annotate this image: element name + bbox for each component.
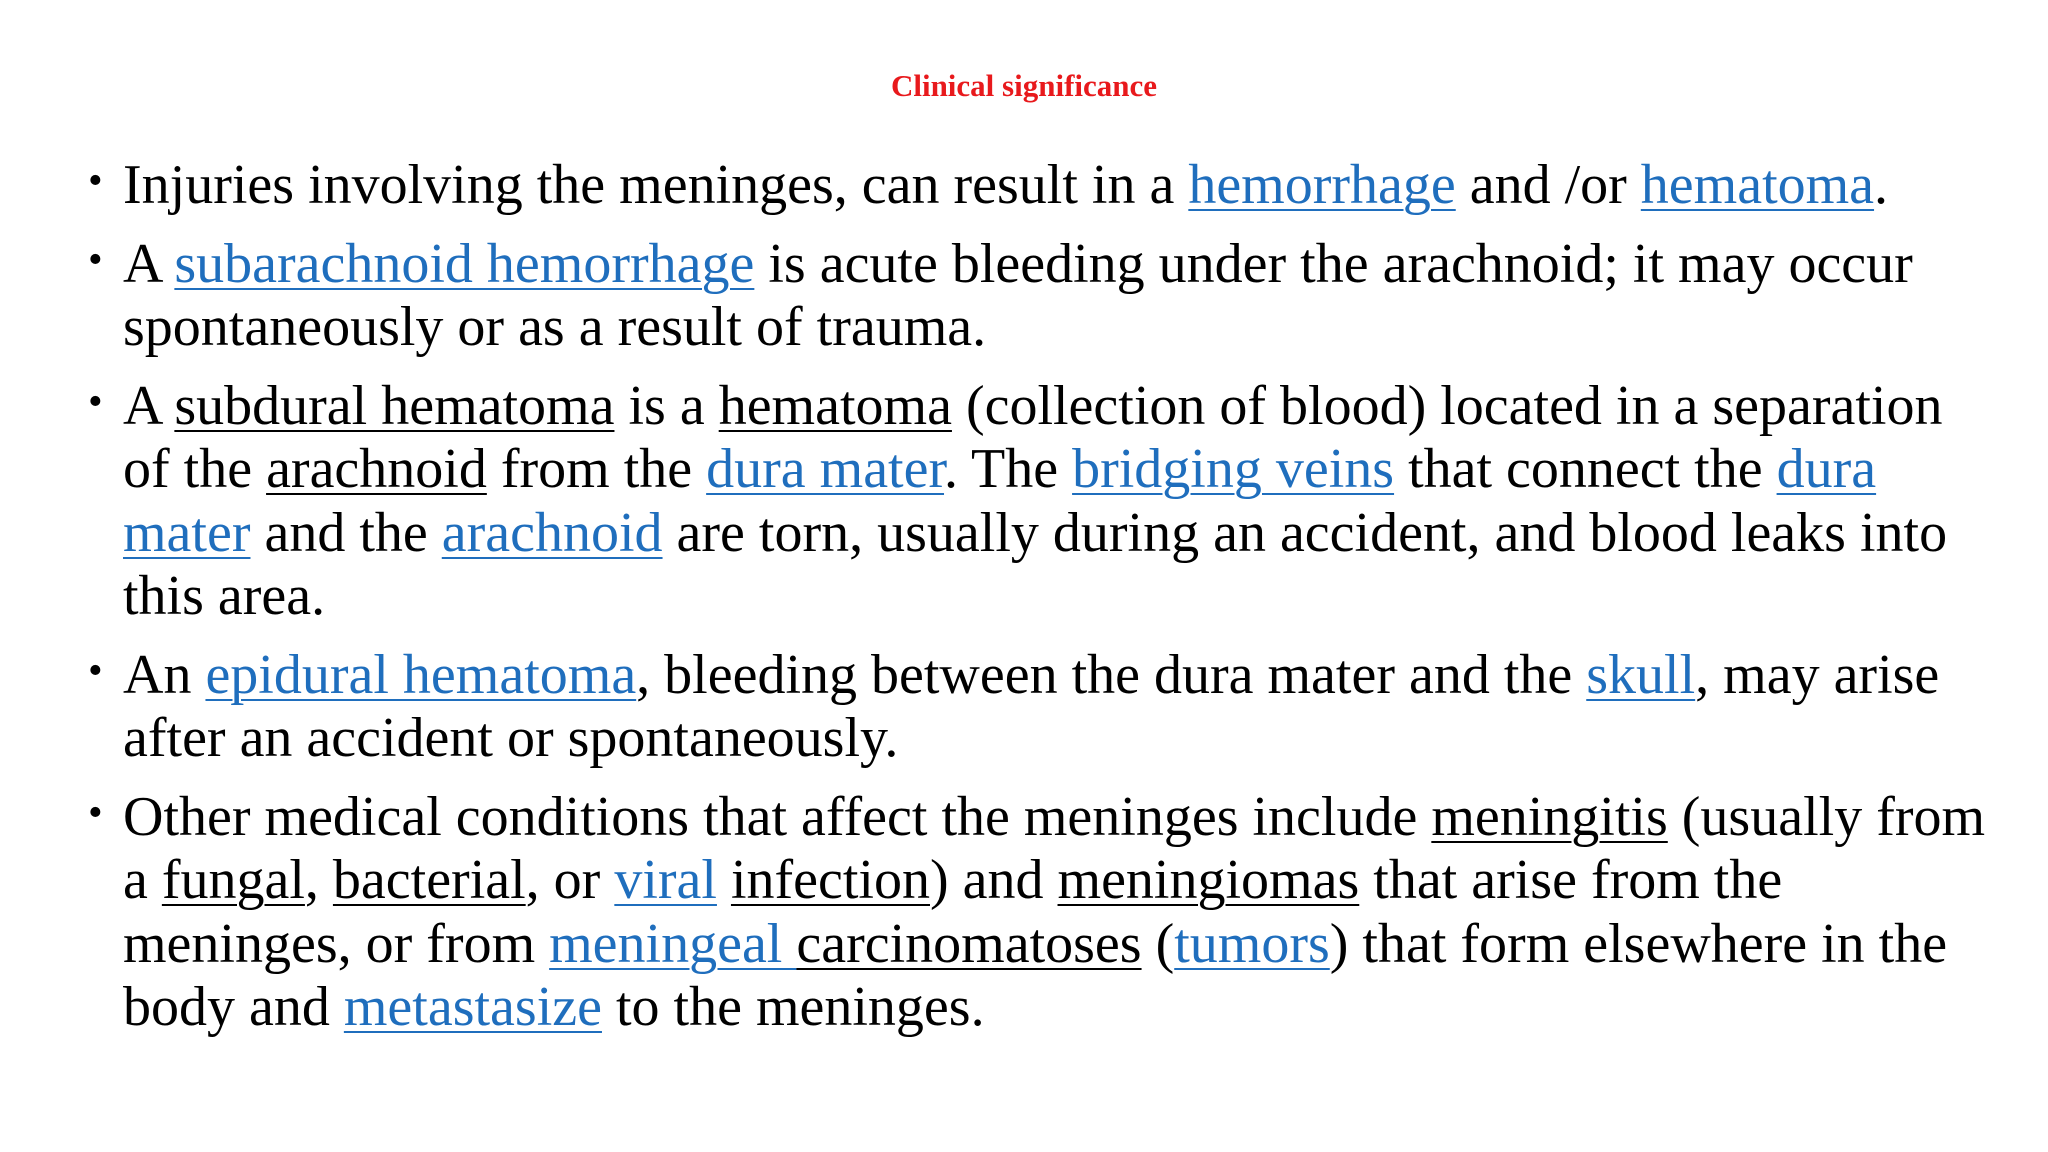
underlined-term: carcinomatoses	[796, 912, 1142, 975]
bullet-icon: •	[88, 378, 103, 425]
text-run: (usually from a	[123, 785, 1986, 911]
hyperlink[interactable]: hematoma	[1640, 154, 1875, 216]
hyperlink[interactable]: tumors	[1174, 912, 1330, 975]
text-run: is acute bleeding under the arachnoid; it may occur spontaneously or as a result of trauma.	[123, 232, 1913, 358]
bullet-text	[123, 154, 1888, 216]
text-run: that connect the	[1394, 438, 1777, 500]
text-run: A	[123, 232, 175, 295]
bullet-list	[82, 154, 2002, 1055]
text-run: ) and	[930, 849, 1058, 911]
bullet-item	[82, 154, 2002, 218]
underlined-term: infection	[730, 849, 930, 911]
bullet-item	[82, 786, 2002, 1040]
bullet-text	[123, 786, 1985, 1039]
text-run: ,	[304, 849, 333, 911]
text-run	[717, 849, 731, 911]
hyperlink[interactable]: arachnoid	[441, 501, 663, 564]
text-run: Other medical conditions that affect the meninges include	[123, 785, 1432, 848]
underlined-term: subdural hematoma	[174, 374, 615, 437]
text-run: Injuries involving the meninges, can result in a	[123, 154, 1189, 216]
hyperlink[interactable]: dura mater	[706, 438, 945, 500]
hyperlink[interactable]: dura mater	[123, 438, 1877, 564]
text-run: are torn, usually during an accident, and blood leaks into this area.	[123, 501, 1948, 627]
underlined-term: meningiomas	[1057, 849, 1360, 911]
bullet-item	[82, 644, 2002, 771]
text-run: (collection of blood) located in a separation of the	[123, 374, 1943, 500]
bullet-item	[82, 375, 2002, 629]
underlined-term: meningitis	[1431, 785, 1668, 848]
text-run: and the	[250, 501, 442, 564]
text-run: is a	[614, 374, 719, 437]
hyperlink[interactable]: metastasize	[343, 976, 602, 1038]
text-run: , bleeding between the dura mater and the	[636, 643, 1587, 706]
bullet-icon: •	[88, 236, 103, 283]
bullet-icon: •	[88, 647, 103, 694]
text-run: , may arise after an accident or spontaneously.	[123, 643, 1940, 769]
underlined-term: hematoma	[718, 374, 952, 437]
text-run: A	[123, 374, 175, 437]
bullet-icon: •	[88, 158, 103, 204]
text-run: , or	[525, 849, 615, 911]
bullet-text	[123, 375, 1947, 628]
text-run: to the meninges.	[601, 976, 985, 1038]
underlined-term: arachnoid	[266, 438, 487, 500]
bullet-text	[123, 644, 1939, 770]
hyperlink[interactable]: hemorrhage	[1188, 154, 1456, 216]
hyperlink[interactable]: epidural hematoma	[205, 643, 637, 706]
text-run: . The	[944, 438, 1073, 500]
hyperlink[interactable]: bridging veins	[1072, 438, 1395, 500]
underlined-term: bacterial	[332, 849, 526, 911]
bullet-item	[82, 233, 2002, 360]
text-run: that arise from the meninges, or from	[123, 849, 1783, 975]
text-run: (	[1141, 912, 1175, 975]
hyperlink[interactable]: subarachnoid hemorrhage	[174, 232, 755, 295]
hyperlink[interactable]: viral	[614, 849, 717, 911]
underlined-term: fungal	[161, 849, 305, 911]
bullet-text	[123, 233, 1913, 359]
bullet-icon: •	[88, 789, 103, 836]
text-run: ) that form elsewhere in the body and	[123, 912, 1948, 1038]
text-run: An	[123, 643, 206, 706]
hyperlink[interactable]: skull	[1586, 643, 1696, 706]
text-run: from the	[486, 438, 707, 500]
text-run: .	[1874, 154, 1889, 216]
hyperlink[interactable]: meningeal	[549, 912, 797, 975]
text-run: and /or	[1455, 154, 1641, 216]
slide-title: Clinical significance	[890, 68, 1158, 103]
